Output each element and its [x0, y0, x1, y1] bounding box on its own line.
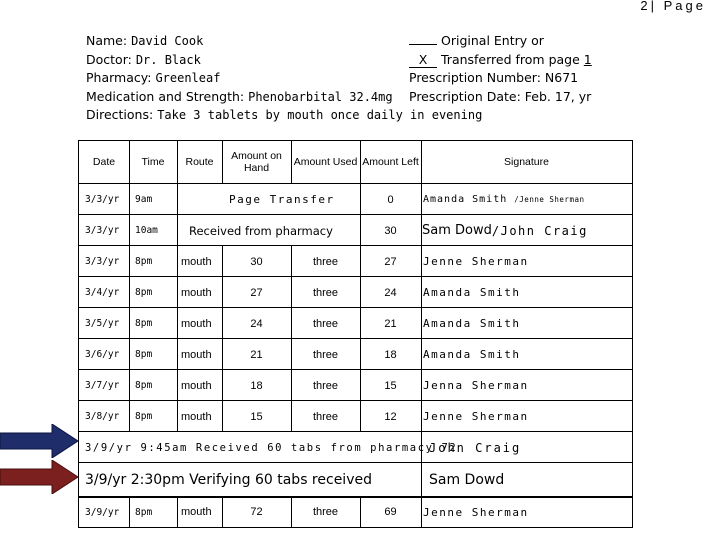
header-amount-left: Amount Left: [362, 156, 419, 168]
cell-signature: Amanda Smith: [423, 286, 521, 299]
arrow-right-red-icon: [0, 460, 80, 494]
signature-1: Sam Dowd: [422, 223, 492, 238]
cell-signature: Amanda Smith: [423, 348, 521, 361]
cell-left: 0: [387, 193, 394, 206]
cell-used: three: [312, 379, 339, 392]
cell-signature: Jenne Sherman: [423, 255, 529, 268]
note-received-signature: John Craig: [429, 440, 522, 455]
rx-number-value: N671: [544, 70, 579, 85]
name-label: Name:: [86, 33, 128, 48]
cell-used: three: [312, 506, 339, 518]
pharmacy-label: Pharmacy:: [86, 70, 152, 85]
directions: [86, 106, 482, 125]
table-row: [79, 183, 632, 215]
transferred-mark: X: [409, 53, 437, 68]
original-entry: [409, 32, 592, 51]
cell-left: 27: [384, 255, 397, 268]
cell-date: 3/5/yr: [85, 318, 120, 329]
cell-route: mouth: [181, 410, 212, 423]
signature-1: Amanda Smith: [423, 194, 508, 205]
table-row: [79, 307, 632, 339]
table-row: [79, 214, 632, 246]
cell-left: 15: [384, 379, 397, 392]
note-verifying-signature: Sam Dowd: [429, 471, 505, 488]
cell-page-transfer: Page Transfer: [229, 193, 335, 206]
cell-time: 8pm: [135, 256, 153, 267]
note-row-received: [79, 431, 632, 463]
page-number-value: 2: [640, 0, 651, 13]
rx-date: [409, 88, 592, 107]
cell-onhand: 21: [250, 348, 263, 361]
cell-route: mouth: [181, 255, 212, 268]
cell-onhand: 15: [250, 410, 263, 423]
cell-used: three: [312, 255, 339, 268]
original-entry-blank: [409, 44, 437, 45]
directions-value: Take 3 tablets by mouth once daily in evening: [157, 108, 483, 122]
cell-left: 30: [384, 224, 397, 237]
transferred-page: 1: [583, 51, 592, 67]
rx-number: [409, 69, 592, 88]
cell-received: Received from pharmacy: [189, 223, 333, 238]
cell-used: three: [312, 317, 339, 330]
note-received-text: 3/9/yr 9:45am Received 60 tabs from pharmacy 72: [85, 441, 458, 454]
cell-signature: Jenne Sherman: [423, 505, 529, 519]
name-value: David Cook: [131, 34, 204, 48]
header-amount-used: Amount Used: [293, 156, 358, 168]
cell-date: 3/7/yr: [85, 380, 120, 391]
arrow-right-blue-icon: [0, 424, 80, 458]
cell-time: 10am: [135, 225, 158, 236]
table-row: [79, 276, 632, 308]
medication-log-table: [78, 140, 633, 528]
table-row: [79, 400, 632, 432]
cell-date: 3/8/yr: [85, 411, 120, 422]
cell-signature: Amanda Smith: [423, 317, 521, 330]
medication-value: Phenobarbital 32.4mg: [248, 89, 393, 104]
rx-date-value: Feb. 17, yr: [524, 88, 592, 104]
cell-onhand: 27: [250, 286, 263, 299]
cell-time: 8pm: [135, 411, 153, 422]
table-row: [79, 497, 632, 527]
cell-route: mouth: [181, 506, 212, 518]
cell-date: 3/4/yr: [85, 287, 120, 298]
cell-time: 8pm: [135, 380, 153, 391]
header-time: Time: [141, 156, 165, 168]
doctor-value: Dr. Black: [135, 52, 201, 67]
cell-date: 3/3/yr: [85, 225, 120, 236]
directions-label: Directions:: [86, 107, 154, 122]
signature-2: /Jenne Sherman: [514, 195, 585, 204]
header-date: Date: [92, 156, 116, 168]
cell-signature: Jenne Sherman: [423, 410, 529, 423]
cell-signature: [423, 184, 585, 215]
note-verifying-text: 3/9/yr 2:30pm Verifying 60 tabs received: [85, 471, 372, 488]
cell-time: 8pm: [135, 318, 153, 329]
note-row-verifying: [79, 462, 632, 498]
table-row: [79, 338, 632, 370]
cell-time: 9am: [135, 194, 153, 205]
transferred-from: [409, 51, 592, 70]
cell-time: 8pm: [135, 506, 153, 518]
cell-time: 8pm: [135, 287, 153, 298]
cell-used: three: [312, 410, 339, 423]
header-amount-on-hand: Amount on Hand: [231, 150, 282, 174]
cell-date: 3/6/yr: [85, 349, 120, 360]
cell-onhand: 18: [250, 379, 263, 392]
cell-date: 3/3/yr: [85, 256, 120, 267]
cell-left: 69: [384, 506, 397, 518]
doctor-label: Doctor:: [86, 51, 132, 67]
cell-signature: Jenna Sherman: [423, 379, 529, 392]
table-row: [79, 369, 632, 401]
cell-date: 3/3/yr: [85, 194, 120, 205]
cell-onhand: 72: [250, 506, 263, 518]
pharmacy-value: Greenleaf: [155, 71, 221, 85]
header-route: Route: [185, 156, 214, 168]
cell-route: mouth: [181, 317, 212, 330]
cell-left: 18: [384, 348, 397, 361]
cell-used: three: [312, 348, 339, 361]
cell-signature: [422, 215, 588, 246]
table-header-row: [79, 141, 632, 183]
page-number: 2| Page: [640, 0, 706, 13]
cell-left: 24: [384, 286, 397, 299]
header-signature: Signature: [504, 156, 549, 168]
medication-label: Medication and Strength:: [86, 88, 245, 104]
cell-left: 21: [384, 317, 397, 330]
signature-2: /John Craig: [491, 223, 588, 238]
transferred-label: Transferred from page: [441, 51, 580, 67]
rx-number-label: Prescription Number:: [409, 70, 541, 85]
table-row: [79, 245, 632, 277]
page-label: Page: [663, 0, 706, 13]
rx-date-label: Prescription Date:: [409, 88, 521, 104]
cell-route: mouth: [181, 348, 212, 361]
cell-time: 8pm: [135, 349, 153, 360]
original-entry-label: Original Entry or: [441, 33, 544, 48]
cell-used: three: [312, 286, 339, 299]
prescription-info: [409, 32, 592, 106]
cell-route: mouth: [181, 286, 212, 299]
cell-route: mouth: [181, 379, 212, 392]
cell-onhand: 30: [250, 255, 263, 268]
cell-onhand: 24: [250, 317, 263, 330]
cell-left: 12: [384, 410, 397, 423]
cell-date: 3/9/yr: [85, 506, 120, 518]
